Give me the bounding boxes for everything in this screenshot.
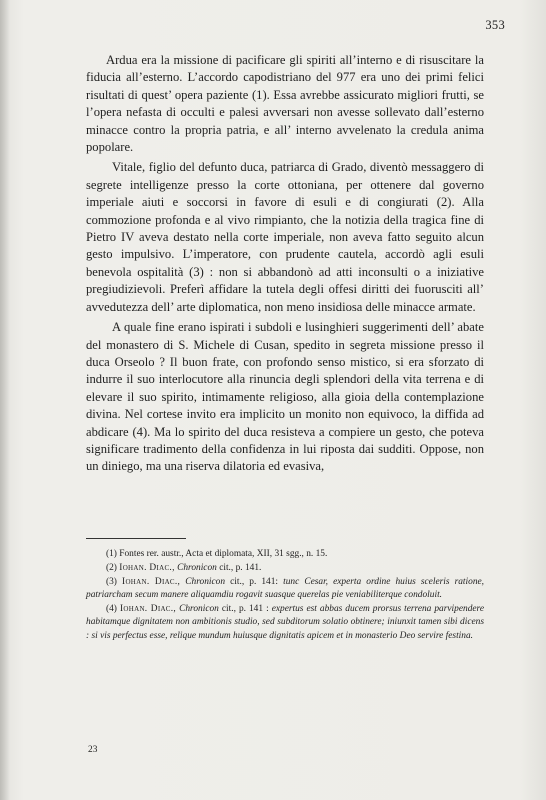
- footnote-4-quote: expertus est abbas ducem prorsus terrena parvipendere habitamque dignitatem non ambitionis studio, sed subditorum solatio obtinere; iniunxit tamen sibi dicens : si vis perfectus esse, relique mundum huiusque dignitatis apicem et in monasterio Deo servire festina.: [86, 604, 484, 641]
- footnote-1-text: (1) Fontes rer. austr., Acta et diplomata, XII, 31 sgg., n. 15.: [106, 549, 328, 559]
- footnote-4-author: Iohan. Diac.,: [119, 604, 177, 615]
- footnote-2: [86, 562, 484, 575]
- paragraph-1: Ardua era la missione di pacificare gli spiriti all’interno e di risuscitare la fiducia all’esterno. L’accordo capodistriano del 977 era uno dei primi felici risultati di quest’ opera paziente (1). Essa avrebbe assicurato migliori frutti, se l’opera nefasta di occulti e palesi avversari non avesse sollevato dall’esterno minacce contro la propria patria, e all’ interno avvelenato la credula anima popolare.: [86, 53, 484, 155]
- footnote-2-author: Iohan. Diac.,: [119, 563, 175, 574]
- footnote-3-rest: cit., p. 141:: [230, 577, 279, 588]
- paragraph-2: Vitale, figlio del defunto duca, patriarca di Grado, diventò messaggero di segrete intelligenze presso la corte ottoniana, per ottenere dal governo imperiale aiuti e soccorsi in favore di esuli e di congiurati (2). Alla commozione profonda e al vivo rimpianto, che la notizia della tragica fine di Pietro IV aveva destato nella corte imperiale, non aveva fatto seguito alcun gesto impulsivo. L’imperatore, con prudente cautela, accordò agli esuli benevola ospitalità (3) : non si abbandonò ad atti inconsulti o a iniziative pregiudizievoli. Preferì affidare la tutela degli offesi diritti dei fuorusciti all’ avvedutezza dell’ arte diplomatica, non meno insidiosa delle minacce armate.: [86, 160, 484, 314]
- footnote-separator: [86, 538, 186, 539]
- paragraph-3: A quale fine erano ispirati i subdoli e lusinghieri suggerimenti dell’ abate del monastero di S. Michele di Cusan, spedito in segreta missione presso il duca Orseolo ? Il buon frate, con profondo senso mistico, si era sforzato di indurre il suo interlocutore alla rinuncia degli splendori della vita terrena e di elevare il suo spirito, intimamente religioso, alla gioia della contemplazione divina. Nel cortese invito era implicito un monito non equivoco, la diffida ad abdicare (4). Ma lo spirito del duca resisteva a compiere un gesto, che poteva significare tradimento della confidenza in lui riposta dai sudditi. Oppose, non un diniego, ma una riserva dilatoria ed evasiva,: [86, 320, 484, 474]
- footnote-3: [86, 576, 484, 602]
- footnote-4-rest: cit., p. 141 :: [221, 604, 269, 615]
- footnote-3-work: Chronicon: [185, 577, 226, 588]
- main-text: [86, 52, 484, 479]
- footnote-4-mark: (4): [106, 604, 117, 615]
- footnote-3-quote: tunc Cesar, experta ordine huius sceleris ratione, patriarcham secum manere aliquamdiu rogavit suasque querelas pie veniabiliterque condoluit.: [86, 577, 485, 601]
- footnote-4-work: Chronicon: [179, 604, 219, 615]
- binding-shadow: [0, 0, 10, 800]
- footnote-3-mark: (3): [106, 577, 117, 588]
- footnote-1: [86, 548, 484, 561]
- footnote-2-rest: cit., p. 141.: [219, 563, 262, 574]
- footnote-3-author: Iohan. Diac.,: [122, 577, 181, 588]
- footnotes: [86, 548, 484, 644]
- page-number: 353: [485, 18, 505, 32]
- footnote-2-work: Chronicon: [177, 563, 217, 574]
- footnote-2-mark: (2): [106, 563, 117, 574]
- signature-mark: 23: [88, 745, 98, 755]
- footnote-4: [86, 603, 484, 642]
